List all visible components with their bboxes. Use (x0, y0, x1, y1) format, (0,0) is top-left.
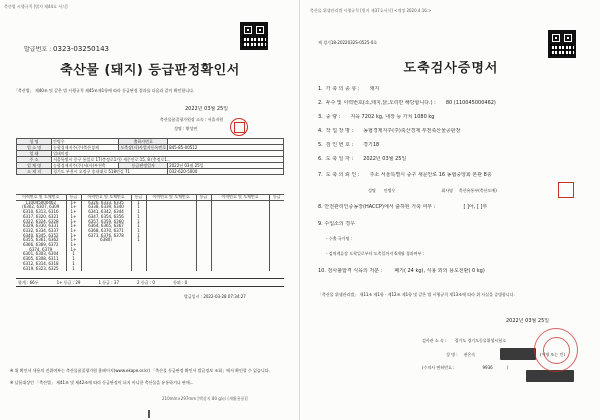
import-section: 9. 수입소의 경우 (318, 221, 355, 227)
official-seal-icon (230, 118, 248, 136)
requester-seal-icon (558, 182, 574, 198)
table-cell: 6317, 6320, 6321 (22, 213, 59, 219)
footnote: ※ 납품대상인 「축산법」 제41조 및 제42조에 따라 등급판정이 되지 아니한 축산물을 유통하거나 판매... (10, 380, 194, 385)
qr-code-icon (240, 22, 268, 50)
item-value: 농협경제지주(주)축산경제 부천축산물공판장 (363, 128, 461, 134)
item-value: 주소 서울특별시 중구 새문안로 16 농협중앙회 본관 8층 (369, 172, 492, 178)
table-cell: 1+ (66, 243, 81, 248)
item-label: 작 업 장 명 : (325, 128, 354, 134)
inspection-item (318, 100, 588, 106)
paper-spec: 210mm×297mm [백상지 80 g/㎡ (재활용품)] (162, 396, 248, 401)
table-cell: 1+ (66, 238, 81, 243)
item-value: 80 (110045000462) (445, 100, 496, 106)
table-cell: 6355, 6361, 6362 (22, 237, 59, 243)
table-cell: 1 (66, 262, 81, 267)
binding-mark (148, 410, 150, 418)
requester-details: 성명 안병우 회사명 축산유통부(축산도매) (368, 188, 497, 193)
table-cell: 6374, 6379 (29, 246, 53, 252)
form-reference: 축산법 시행규칙 [별지 제44호 서식] (4, 4, 68, 9)
table-cell (81, 267, 131, 272)
table-cell: 6332, 6334, 6337 (22, 227, 59, 233)
item-value: 경기18 (363, 142, 380, 148)
redacted-signature (500, 348, 536, 360)
document-number: 제 경기18-2022032S-0525-0호 (318, 40, 378, 45)
table-cell: 6312, 6314, 6318 (22, 260, 59, 266)
certificate-date: 2022년 03월 25일 (185, 106, 229, 112)
redacted-stamp (526, 370, 574, 382)
table-cell: 1 (66, 252, 81, 257)
table-cell: 6357, 6359, 6360 (81, 220, 131, 225)
inspection-item (318, 114, 588, 120)
table-cell: 6319, 6323, 6325 (22, 265, 59, 271)
table-cell: 1 (66, 257, 81, 262)
table-cell: 6338, 6339, 6340 (81, 205, 131, 210)
carcass-totals: 합계 : 66두 1+ 등급 : 29 1 등급 : 37 2 등급 : 0 등외 : 0 (18, 280, 188, 285)
vet-license: (수의사 면허번호 : 9936 ) (422, 365, 509, 370)
table-cell: 1+ (66, 215, 81, 220)
table-cell: 1+ (66, 220, 81, 225)
certificate-title: 축산물 (돼지) 등급판정확인서 (60, 63, 240, 78)
item-label: 두수 및 이력번호(소,돼지,닭,오리만 해당합니다.) : (325, 100, 436, 106)
table-cell: 1 (131, 205, 146, 210)
table-row (16, 267, 284, 272)
table-cell: 6373, 6376, 6378 (81, 234, 131, 239)
carcass-table-body (16, 200, 284, 271)
signature-label: (서명 또는 인) (540, 352, 565, 357)
item-number: 7. (318, 172, 323, 178)
table-cell: 6341, 6342, 6344 (81, 210, 131, 215)
inspector-org: 검사관 소 속 : 경기도 경기도동물위생시험소 (422, 338, 506, 343)
haccp-line: 8. 안전관리인증농장(HACCP)에서 출하된 가축 여부 : [ ]아, [ ]부 (318, 204, 488, 210)
table-cell: 6310, 6313, 6316 (22, 209, 59, 215)
table-rule (16, 286, 284, 287)
item-label: 중 량 : (325, 114, 341, 120)
item-number: 3. (318, 114, 323, 120)
table-cell: 6366, 6369, 6372 (22, 242, 59, 248)
table-cell: 1+ (66, 205, 81, 210)
table-cell: 1 (131, 200, 146, 205)
item-number: 5. (318, 142, 323, 148)
inspection-certificate-page (302, 0, 600, 420)
table-cell: 1 (131, 238, 146, 243)
info-table: 성 명 안병우 출하자번호 업 소 명 농협경제지주(주)축산경제 도축장(사)사업자등록번호 845-85-00512 업 태 업태미정 주 소 서울특별시 중구 통일로 17(충정로1가) 새문안로 15, 8 (충정로1... 업 체 명 농협경제지주(주)서(사)부천축 등급판정일자 2022년 03월 25일 소 재 지 경기도 부천시 오정구 송내대로 518번길 71 032-620-5000 (16, 138, 284, 175)
table-cell: 110045000462 (25, 199, 57, 205)
carcass-table: 이력번호 및 도체번호 등급 이력번호 및 도체번호 등급 이력번호 및 도체번호 등급 이력번호 및 도체번호 등급 110045000462 1+ 6326, 6333, 6335 1 (6302, 6307, 6309 1+ 6338, 6339, 6340 1 6310, 6313, 6316 1+ 6341, 6342, 6344 1 6317, 6320, 6321 1+ 6347, 6354, 6356 1 6322, 6324, 6328 1+ 6357, 6359, 6360 1 6329, 6330, 6331 1+ 6364, 6365, 6367 1 6332, 6334, 6337 1+ 6368, 6370, 6371 1 6340, 6345, 6352 1+ 6373, 6376, 6378 1 6355, 6361, 6362 1+ 6380) 1 6366, 6369, 6372 1+ 6374, 6379 1+ 6301, 6303, 6304 1 6305, 6308, 6311 1 6312, 6314, 6318 1 6319, 6323, 6325 1 (16, 194, 284, 271)
issuer-line: 축산물품질평가원장 소속 : 서울지원 (160, 117, 224, 122)
item-number: 6. (318, 156, 323, 162)
table-cell: 1 (131, 224, 146, 229)
table-cell (131, 267, 146, 272)
table-cell (146, 267, 196, 272)
inspection-item (318, 142, 588, 148)
table-cell (196, 267, 211, 272)
table-cell: 6380) (81, 238, 131, 243)
table-cell: 1+ (66, 200, 81, 205)
table-cell: 1+ (66, 210, 81, 215)
certificate-date: 2022년 03월 25일 (506, 318, 550, 324)
table-cell: 6368, 6370, 6371 (81, 229, 131, 234)
item-number: 1. (318, 86, 323, 92)
inspection-item (318, 86, 588, 92)
certificate-title: 도축검사증명서 (403, 61, 499, 76)
footnote: ※ 위 확인서 내용의 진위여부는 축산물품질평가원 홈페이지(www.ekape.or.kr) 「축산물 등급판정 확인서 발급정보 조회」에서 확인할 수 있습니다. (10, 368, 270, 373)
issue-timestamp: 발급일시 : 2022-03-28 07:34:27 (184, 294, 246, 299)
officer-line: 성명 : 황성연 (174, 126, 198, 131)
quarantine-check: - 검역계류장 도착일로부터 도축일까지 6개월 경과여부 : (326, 251, 424, 256)
table-cell: 1 (131, 215, 146, 220)
rejected-meat-disposal: 10. 검사불합격 식육의 처분 : 폐기( 24 kg), 식용 외의 용도전환( 0 kg) (318, 268, 485, 274)
item-number: 2. (318, 100, 323, 106)
table-cell (211, 267, 269, 272)
form-reference: 축산물 위생관리법 시행규칙 [별지 제37호서식] <개정 2020.4.16.> (310, 8, 432, 13)
table-cell (269, 267, 284, 272)
item-value: 지육 7202 kg, 내장 등 가치 1080 kg (350, 114, 435, 120)
table-cell: 1 (131, 234, 146, 239)
table-cell: 6364, 6365, 6367 (81, 224, 131, 229)
inspector-name: 성 명 : 권은숙 (446, 352, 476, 357)
inspection-item (318, 156, 588, 162)
table-cell: 1+ (66, 224, 81, 229)
item-value: 2022년 03월 25일 (363, 156, 407, 162)
table-cell: 1+ (66, 248, 81, 253)
inspection-item (318, 128, 588, 134)
table-cell: 1+ (66, 234, 81, 239)
table-cell: 6326, 6333, 6335 (81, 200, 131, 205)
inspection-item (318, 172, 588, 178)
item-label: 가 축 의 종 류 : (325, 86, 360, 92)
table-rule (16, 278, 284, 279)
certificate-intro: 「축산법」 제40조 및 같은 법 시행규칙 제45조제1항에 따라 등급판정 결과를 다음과 같이 확인합니다. (14, 88, 195, 93)
table-cell: 6347, 6354, 6356 (81, 215, 131, 220)
item-value: 돼지 (369, 86, 380, 92)
table-cell: 1 (66, 267, 81, 272)
export-country: - 수출 국가명 : (326, 236, 352, 241)
table-cell: 6329, 6330, 6331 (22, 223, 59, 229)
table-cell: 6340, 6345, 6352 (22, 232, 59, 238)
table-cell: 6305, 6308, 6311 (22, 256, 59, 262)
qr-code-icon (548, 30, 576, 58)
legal-statement: 「축산물 위생관리법」 제11조 제1항 · 제12조 제1항 및 같은 법 시행규칙 제13조에 따라 위 사실을 증명합니다. (318, 292, 515, 297)
table-cell: 6322, 6324, 6328 (22, 218, 59, 224)
table-cell: 6301, 6303, 6304 (22, 251, 59, 257)
item-label: 도 축 일 자 : (325, 156, 354, 162)
table-cell: 1+ (66, 229, 81, 234)
table-cell: 1 (131, 220, 146, 225)
item-number: 4. (318, 128, 323, 134)
inspector-stamp-icon (534, 328, 578, 372)
item-label: 검 인 번 호 : (325, 142, 354, 148)
table-cell: 1 (131, 229, 146, 234)
issue-number: 발급번호 : 0323-03250143 (24, 46, 110, 53)
item-label: 도 축 의 뢰 인 : (325, 172, 360, 178)
table-cell: (6302, 6307, 6309 (22, 204, 60, 210)
table-cell: 1 (131, 210, 146, 215)
